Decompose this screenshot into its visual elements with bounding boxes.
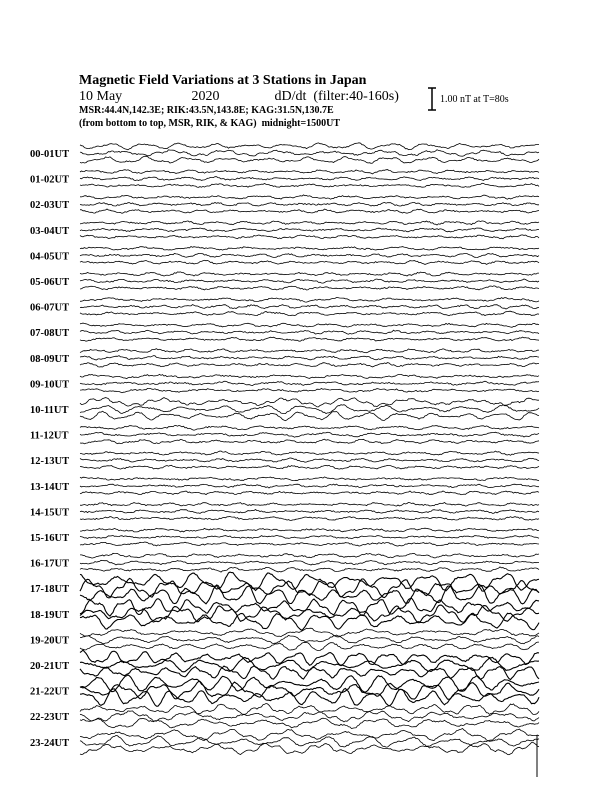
hour-label: 10-11UT — [30, 405, 69, 416]
station-order: (from bottom to top, MSR, RIK, & KAG) — [79, 118, 257, 129]
trace-rik — [80, 578, 539, 597]
hour-label: 22-23UT — [30, 712, 70, 724]
trace-msr — [80, 311, 539, 316]
date-year: 2020 — [191, 89, 220, 104]
trace-msr — [80, 439, 539, 444]
hour-label: 17-18UT — [30, 584, 70, 596]
trace-msr — [80, 235, 539, 239]
trace-kag — [80, 704, 539, 715]
hour-label: 14-15UT — [30, 507, 70, 519]
trace-msr — [80, 209, 539, 213]
trace-msr — [80, 585, 539, 604]
trace-rik — [80, 150, 539, 157]
hour-label: 00-01UT — [30, 149, 70, 160]
trace-kag — [80, 425, 539, 430]
trace-msr — [80, 286, 539, 290]
hour-label: 19-20UT — [30, 635, 70, 647]
hour-label: 21-22UT — [30, 686, 70, 698]
trace-msr — [80, 388, 539, 392]
hour-label: 23-24UT — [30, 737, 70, 749]
trace-kag — [80, 553, 539, 558]
trace-msr — [80, 666, 539, 680]
trace-kag — [80, 349, 539, 353]
trace-kag — [80, 272, 539, 276]
trace-rik — [80, 405, 539, 414]
trace-kag — [80, 572, 539, 591]
trace-rik — [80, 432, 539, 437]
trace-kag — [80, 247, 539, 251]
trace-msr — [80, 491, 539, 495]
hour-label: 08-09UT — [30, 353, 70, 365]
hour-labels — [30, 149, 69, 749]
trace-rik — [80, 305, 539, 309]
trace-msr — [80, 517, 539, 521]
trace-msr — [80, 363, 539, 367]
trace-kag — [80, 477, 539, 481]
hour-label: 16-17UT — [30, 558, 70, 570]
trace-msr — [80, 337, 539, 341]
trace-msr — [80, 567, 539, 572]
trace-rik — [80, 484, 539, 488]
date-day: 10 — [79, 89, 93, 104]
hour-label: 09-10UT — [30, 379, 70, 391]
hour-label: 12-13UT — [30, 456, 70, 468]
quantity-label: dD/dt — [274, 89, 307, 104]
trace-kag — [80, 398, 539, 407]
trace-rik — [80, 330, 539, 334]
trace-msr — [80, 465, 539, 469]
trace-msr — [80, 183, 539, 187]
hour-label: 05-06UT — [30, 277, 70, 288]
trace-msr — [80, 688, 539, 706]
trace-msr — [80, 642, 539, 651]
trace-rik — [80, 458, 539, 462]
chart-title: Magnetic Field Variations at 3 Stations in Japan — [79, 73, 367, 88]
trace-kag — [80, 502, 539, 506]
date-month: May — [96, 89, 123, 104]
hour-label: 20-21UT — [30, 661, 70, 672]
trace-kag — [80, 143, 539, 150]
hour-label: 03-04UT — [30, 225, 70, 237]
traces — [80, 143, 539, 755]
trace-msr — [80, 542, 539, 546]
trace-rik — [80, 560, 539, 565]
trace-msr — [80, 718, 539, 728]
scale-label: 1.00 nT at T=80s — [440, 94, 509, 105]
trace-kag — [80, 628, 539, 637]
trace-rik — [80, 510, 539, 514]
trace-rik — [80, 253, 539, 257]
hour-label: 18-19UT — [30, 609, 70, 621]
trace-kag — [80, 374, 539, 378]
scale-bar — [428, 88, 436, 110]
hour-label: 02-03UT — [30, 200, 70, 212]
trace-kag — [80, 323, 539, 327]
hour-label: 13-14UT — [30, 481, 70, 493]
hour-label: 15-16UT — [30, 533, 70, 544]
trace-kag — [80, 298, 539, 303]
hour-label: 06-07UT — [30, 302, 70, 314]
trace-rik — [80, 711, 539, 722]
trace-rik — [80, 356, 539, 360]
trace-kag — [80, 650, 539, 665]
trace-rik — [80, 228, 539, 232]
trace-rik — [80, 279, 539, 283]
hour-label: 04-05UT — [30, 251, 70, 263]
trace-kag — [80, 451, 539, 455]
trace-msr — [80, 411, 539, 421]
station-coordinates: MSR:44.4N,142.3E; RIK:43.5N,143.8E; KAG:31.5N,130.7E — [79, 105, 334, 116]
trace-kag — [80, 729, 539, 741]
trace-msr — [80, 743, 539, 755]
trace-kag — [80, 221, 539, 225]
trace-msr — [80, 260, 539, 264]
hour-label: 01-02UT — [30, 174, 70, 186]
hour-label: 07-08UT — [30, 328, 70, 340]
trace-rik — [80, 381, 539, 385]
trace-kag — [80, 598, 539, 616]
trace-rik — [80, 635, 539, 644]
trace-msr — [80, 156, 539, 163]
trace-rik — [80, 177, 539, 181]
hour-label: 11-12UT — [30, 430, 69, 442]
filter-label: (filter:40-160s) — [313, 89, 399, 104]
trace-kag — [80, 528, 539, 532]
midnight-note: midnight=1500UT — [261, 118, 341, 129]
trace-kag — [80, 170, 539, 174]
trace-rik — [80, 202, 539, 206]
trace-rik — [80, 535, 539, 539]
trace-kag — [80, 195, 539, 199]
